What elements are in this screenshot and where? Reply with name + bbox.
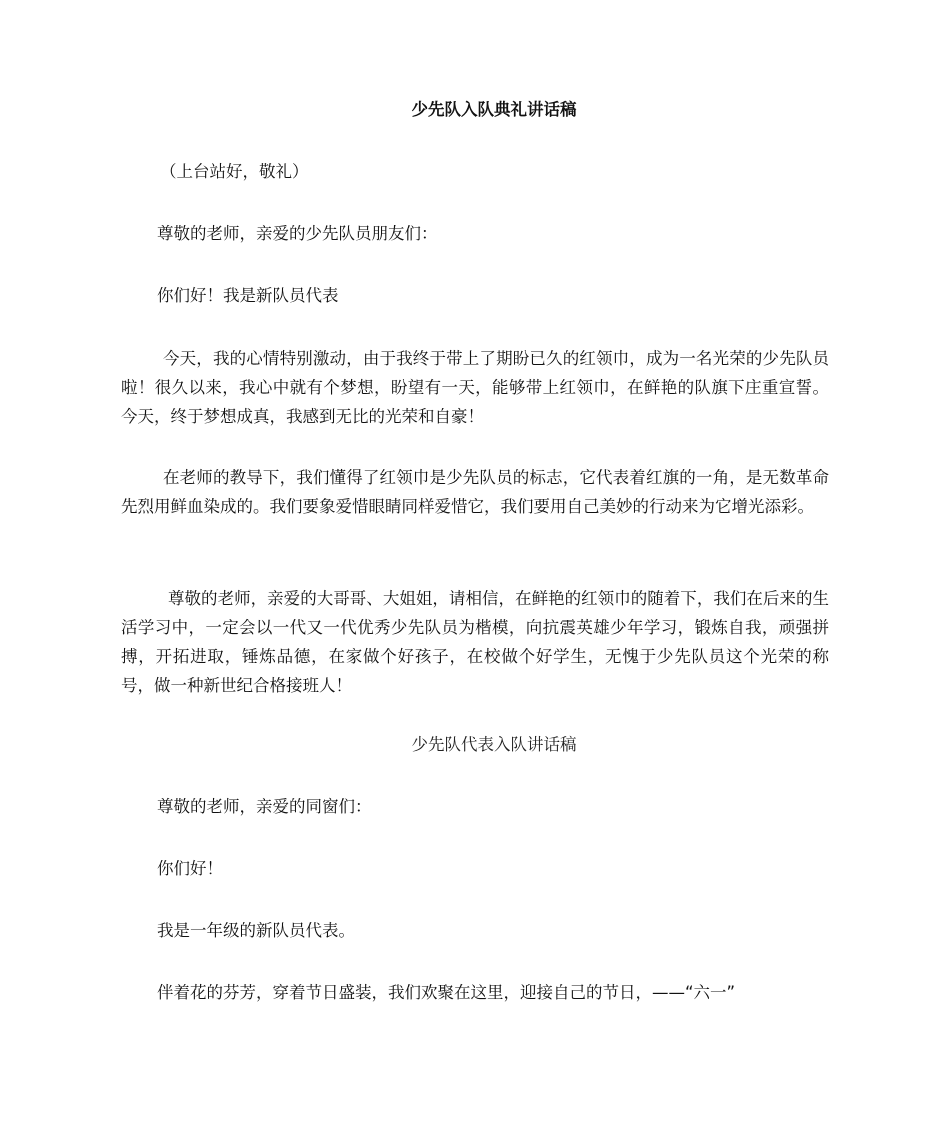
paragraph-3: 尊敬的老师，亲爱的大哥哥、大姐姐，请相信，在鲜艳的红领巾的随着下，我们在后来的生活学习中，一定会以一代又一代优秀少先队员为楷模，向抗震英雄少年学习，锻炼自我，顽强拼搏，开拓进取，锤炼品德，在家做个好孩子，在校做个好学生，无愧于少先队员这个光荣的称号，做一种新世纪合格接班人！ (121, 589, 829, 695)
paragraph-1: 今天，我的心情特别激动，由于我终于带上了期盼已久的红领巾，成为一名光荣的少先队员啦！很久以来，我心中就有个梦想，盼望有一天，能够带上红领巾，在鲜艳的队旗下庄重宣誓。今天，终于梦想成真，我感到无比的光荣和自豪！ (121, 349, 829, 426)
paragraph-4: 伴着花的芬芳，穿着节日盛装，我们欢聚在这里，迎接自己的节日，——“六一” (157, 983, 736, 1002)
salutation-2: 尊敬的老师，亲爱的同窗们： (157, 797, 372, 816)
document-subtitle: 少先队代表入队讲话稿 (411, 735, 577, 754)
greeting-2: 你们好！ (157, 859, 223, 878)
document-title: 少先队入队典礼讲话稿 (411, 100, 577, 119)
salutation-1: 尊敬的老师，亲爱的少先队员朋友们： (157, 224, 438, 243)
stage-direction: （上台站好，敬礼） (160, 162, 309, 181)
intro-2: 我是一年级的新队员代表。 (157, 921, 355, 940)
paragraph-2: 在老师的教导下，我们懂得了红领巾是少先队员的标志，它代表着红旗的一角，是无数革命先烈用鲜血染成的。我们要象爱惜眼睛同样爱惜它，我们要用自己美妙的行动来为它增光添彩。 (121, 468, 829, 516)
greeting-1: 你们好！我是新队员代表 (157, 286, 339, 305)
